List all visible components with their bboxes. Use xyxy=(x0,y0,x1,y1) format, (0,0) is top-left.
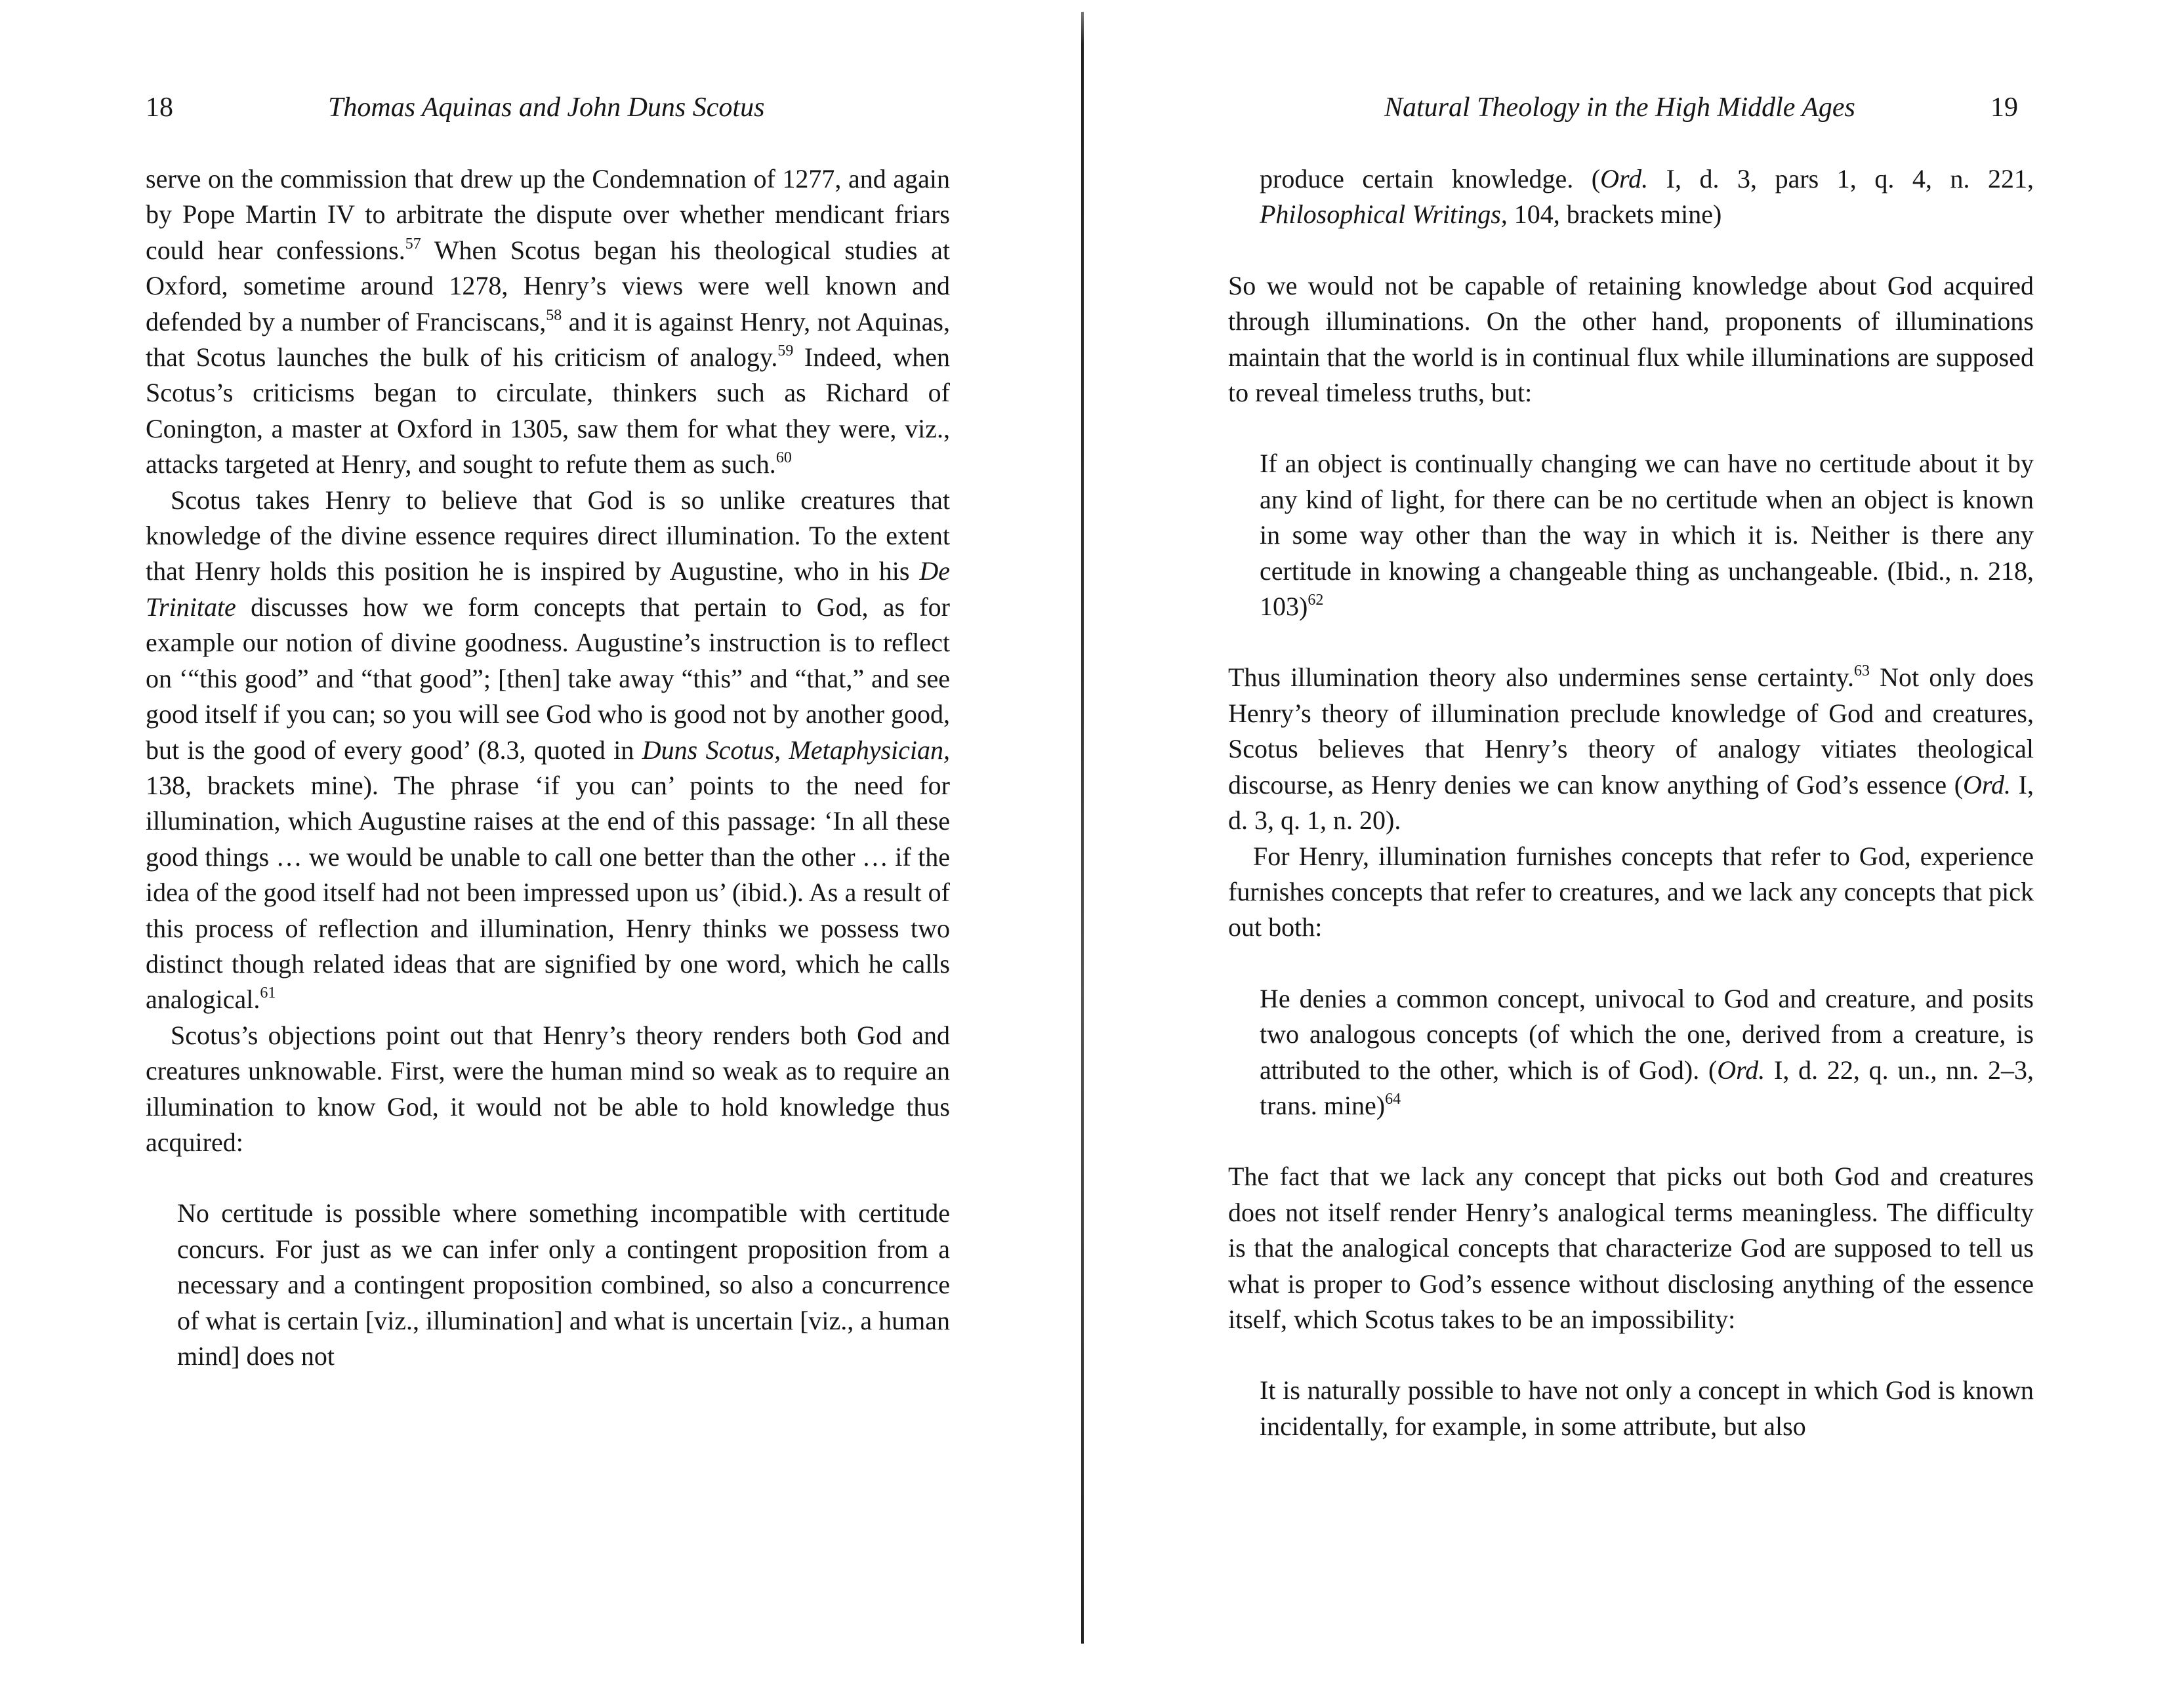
book-gutter xyxy=(1081,12,1084,1644)
footnote-ref-59: 59 xyxy=(777,342,794,360)
text-run: serve on the commission that drew up the Condemnation of 1277, and again by Pope Martin IV to arbitrate the dispute over whether mendicant friars could hear confessions. xyxy=(146,164,950,265)
right-running-head xyxy=(1089,88,2184,127)
italic-abbrev: Ord. xyxy=(1717,1055,1765,1085)
left-paragraph-1 xyxy=(146,161,950,483)
text-run: When Scotus began his theological studies at Oxford, sometime around 1278, Henry’s views were well known and defended by a number of Franciscans, xyxy=(146,235,950,336)
block-quote-1: No certitude is possible where something incompatible with certitude concurs. For just as we can infer only a contingent proposition from a necessary and a contingent proposition combined, so also a concurrence of what is certain [viz., illumination] and what is uncertain [viz., a human mind] does not xyxy=(177,1198,950,1371)
footnote-ref-63: 63 xyxy=(1853,662,1870,680)
block-quote-4: It is naturally possible to have not only a concept in which God is known incidentally, for example, in some attribute, but also xyxy=(1260,1375,2034,1441)
text-run: and it is against Henry, not Aquinas, that Scotus launches the bulk of his criticism of analogy. xyxy=(146,306,950,373)
left-running-head xyxy=(0,88,1076,127)
text-run: Indeed, when Scotus’s criticisms began to circulate, thinkers such as Richard of Conington, a master at Oxford in 1305, saw them for what they were, viz., attacks targeted at Henry, and sought to refute them as such. xyxy=(146,342,951,479)
right-paragraph-2 xyxy=(1228,660,2034,838)
footnote-ref-62: 62 xyxy=(1308,592,1324,609)
text-run: discusses how we form concepts that pertain to God, as for example our notion of divine goodness. Augustine’s instruction is to reflect on ‘“this good” and “that good”; [then] take away “this” and “that,” and see good itself if you can; so you will see God who is good not by another good, but is the good of every good’ (8.3, quoted in xyxy=(146,592,950,765)
italic-title: Duns Scotus, Metaphysician, xyxy=(642,735,950,765)
left-paragraph-3: Scotus’s objections point out that Henry’s theory renders both God and creatures unknowable. First, were the human mind so weak as to require an illumination to know God, it would not be able to hold knowledge thus acquired: xyxy=(146,1020,950,1157)
right-paragraph-1: So we would not be capable of retaining knowledge about God acquired through illuminations. On the other hand, proponents of illuminations maintain that the world is in continual flux while illuminations are supposed to reveal timeless truths, but: xyxy=(1228,270,2034,408)
text-run: produce certain knowledge. ( xyxy=(1260,164,1601,193)
text-run: If an object is continually changing we can have no certitude about it by any kind of light, for there can be no certitude when an object is known in some way other than the way in which it is. Neither is there any certitude in knowing a changeable thing as unchangeable. (Ibid., n. 218, 103) xyxy=(1260,449,2034,622)
left-running-title: Thomas Aquinas and John Duns Scotus xyxy=(328,92,765,123)
text-run: He denies a common concept, univocal to God and creature, and posits two analogous concepts (of which the one, derived from a creature, is attributed to the other, which is of God). ( xyxy=(1260,983,2034,1085)
italic-abbrev: Ord. xyxy=(1963,769,2011,799)
italic-title: De Trinitate xyxy=(146,556,950,622)
right-paragraph-4: The fact that we lack any concept that picks out both God and creatures does not itself render Henry’s analogical terms meaningless. The difficulty is that the analogical concepts that characterize God are supposed to tell us what is proper to God’s essence without disclosing anything of the essence itself, which Scotus takes to be an impossibility: xyxy=(1228,1162,2034,1334)
italic-abbrev: Ord. xyxy=(1600,164,1649,193)
footnote-ref-61: 61 xyxy=(260,984,276,1002)
left-paragraph-2 xyxy=(146,483,950,1018)
left-page xyxy=(0,0,1076,1700)
footnote-ref-58: 58 xyxy=(546,306,562,324)
text-run: Thus illumination theory also undermines sense certainty. xyxy=(1228,662,1854,693)
right-page-number: 19 xyxy=(1990,92,2018,123)
text-run: 138, brackets mine). The phrase ‘if you can’ points to the need for illumination, which Augustine raises at the end of this passage: ‘In all these good things … we would be unable to call one better than the other … if the idea of the good itself had not been impressed upon us’ (ibid.). As a result of this process of reflection and illumination, Henry thinks we possess two distinct though related ideas that are signified by one word, which he calls analogical. xyxy=(146,770,950,1015)
right-paragraph-3: For Henry, illumination furnishes concepts that refer to God, experience furnishes concepts that refer to creatures, and we lack any concepts that pick out both: xyxy=(1228,841,2034,942)
left-page-number: 18 xyxy=(146,92,173,123)
text-run: I, d. 3, pars 1, q. 4, n. 221, xyxy=(1648,164,2034,193)
text-run: Scotus takes Henry to believe that God is so unlike creatures that knowledge of the divine essence requires direct illumination. To the extent that Henry holds this position he is inspired by Augustine, who in his xyxy=(146,485,950,586)
block-quote-1-continued xyxy=(1260,161,2034,233)
block-quote-3 xyxy=(1260,981,2034,1124)
block-quote-2 xyxy=(1260,446,2034,624)
footnote-ref-64: 64 xyxy=(1385,1090,1401,1108)
footnote-ref-60: 60 xyxy=(775,449,792,467)
italic-title: Philosophical Writings, xyxy=(1260,199,1508,230)
right-page xyxy=(1089,0,2184,1700)
text-run: 104, brackets mine) xyxy=(1507,199,1722,230)
left-text-block xyxy=(146,161,950,1374)
right-text-block xyxy=(1228,161,2034,1444)
text-run: Not only does Henry’s theory of illumination preclude knowledge of God and creatures, Scotus believes that Henry’s theory of analogy vitiates theological discourse, as Henry denies we can know anything of God’s essence ( xyxy=(1228,662,2034,799)
text-run: I, d. 22, q. un., nn. 2–3, trans. mine) xyxy=(1260,1055,2034,1120)
right-running-title: Natural Theology in the High Middle Ages xyxy=(1384,92,1855,123)
text-run: I, d. 3, q. 1, n. 20). xyxy=(1228,769,2034,836)
footnote-ref-57: 57 xyxy=(405,235,421,253)
